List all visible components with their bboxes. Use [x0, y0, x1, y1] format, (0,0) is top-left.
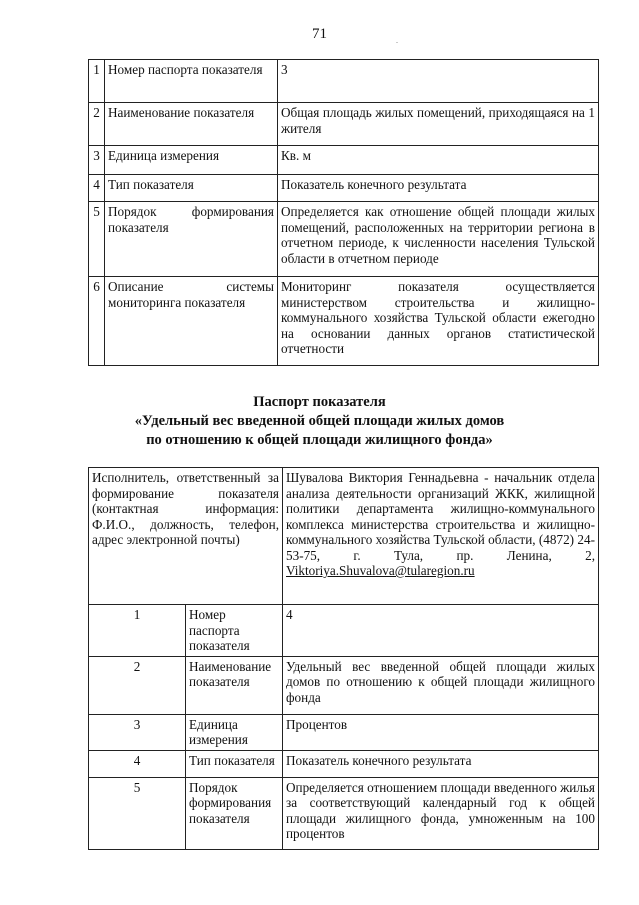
- row-number: 3: [89, 146, 105, 175]
- row-number: 5: [89, 777, 186, 849]
- row-value: Мониторинг показателя осуществляется министерством строительства и жилищно-коммунального хозяйства Тульской области ежегодно на основании данных органов статистической отчетности: [278, 277, 599, 366]
- row-number: 4: [89, 175, 105, 202]
- row-value: Определяется как отношение общей площади жилых помещений, расположенных на территории региона в отчетном периоде, к численности населения Тульской области в отчетном периоде: [278, 202, 599, 277]
- row-number: 3: [89, 714, 186, 750]
- page-number: 71: [312, 26, 327, 42]
- row-value: Кв. м: [278, 146, 599, 175]
- table-row: [89, 277, 599, 366]
- table-row: [89, 750, 599, 777]
- row-value: Определяется отношением площади введенного жилья за соответствующий календарный год к общей площади жилищного фонда, умноженным на 100 процентов: [283, 777, 599, 849]
- row-number: 6: [89, 277, 105, 366]
- row-label: Единица измерения: [105, 146, 278, 175]
- row-number: 1: [89, 60, 105, 103]
- row-value: 4: [283, 605, 599, 657]
- row-label: Наименование показателя: [186, 656, 283, 714]
- table-row: [89, 714, 599, 750]
- row-label: Наименование показателя: [105, 103, 278, 146]
- passport-subtitle-line1: «Удельный вес введенной общей площади жилых домов: [134, 413, 505, 429]
- row-value: 3: [278, 60, 599, 103]
- indicator-3-table: [88, 59, 599, 366]
- table-row: [89, 103, 599, 146]
- row-label: Порядок формирования показателя: [105, 202, 278, 277]
- row-label: Описание системы мониторинга показателя: [105, 277, 278, 366]
- row-number: 1: [89, 605, 186, 657]
- table-row: [89, 175, 599, 202]
- row-value: Показатель конечного результата: [278, 175, 599, 202]
- table-row: [89, 656, 599, 714]
- table-row: [89, 146, 599, 175]
- row-label: Номер паспорта показателя: [105, 60, 278, 103]
- scan-dot: .: [396, 36, 398, 45]
- executor-label: Исполнитель, ответственный за формирование показателя (контактная информация: Ф.И.О., должность, телефон, адрес электронной почты): [89, 468, 283, 605]
- row-value: Удельный вес введенной общей площади жилых домов по отношению к общей площади жилищного фонда: [283, 656, 599, 714]
- row-label: Номер паспорта показателя: [186, 605, 283, 657]
- indicator-4-table: [88, 467, 599, 850]
- row-value: Процентов: [283, 714, 599, 750]
- row-label: Тип показателя: [105, 175, 278, 202]
- executor-value: [283, 468, 599, 605]
- row-label: Тип показателя: [186, 750, 283, 777]
- row-number: 4: [89, 750, 186, 777]
- passport-subtitle-line2: по отношению к общей площади жилищного фонда»: [146, 432, 493, 448]
- row-value: Показатель конечного результата: [283, 750, 599, 777]
- row-number: 2: [89, 656, 186, 714]
- table-row: [89, 605, 599, 657]
- executor-row: [89, 468, 599, 605]
- table-row: [89, 777, 599, 849]
- table-row: [89, 202, 599, 277]
- row-label: Единица измерения: [186, 714, 283, 750]
- table-row: [89, 60, 599, 103]
- executor-email-link[interactable]: Viktoriya.Shuvalova@tularegion.ru: [286, 563, 475, 578]
- passport-title: Паспорт показателя: [253, 394, 386, 410]
- row-value: Общая площадь жилых помещений, приходящаяся на 1 жителя: [278, 103, 599, 146]
- row-number: 2: [89, 103, 105, 146]
- row-label: Порядок формирования показателя: [186, 777, 283, 849]
- executor-info: Шувалова Виктория Геннадьевна - начальник отдела анализа деятельности организаций ЖКК, жилищной политики департамента жилищно-коммунального комплекса министерства строительства и жилищно-коммунального хозяйства Тульской области, (4872) 24-53-75, г. Тула, пр. Ленина, 2,: [286, 470, 595, 563]
- row-number: 5: [89, 202, 105, 277]
